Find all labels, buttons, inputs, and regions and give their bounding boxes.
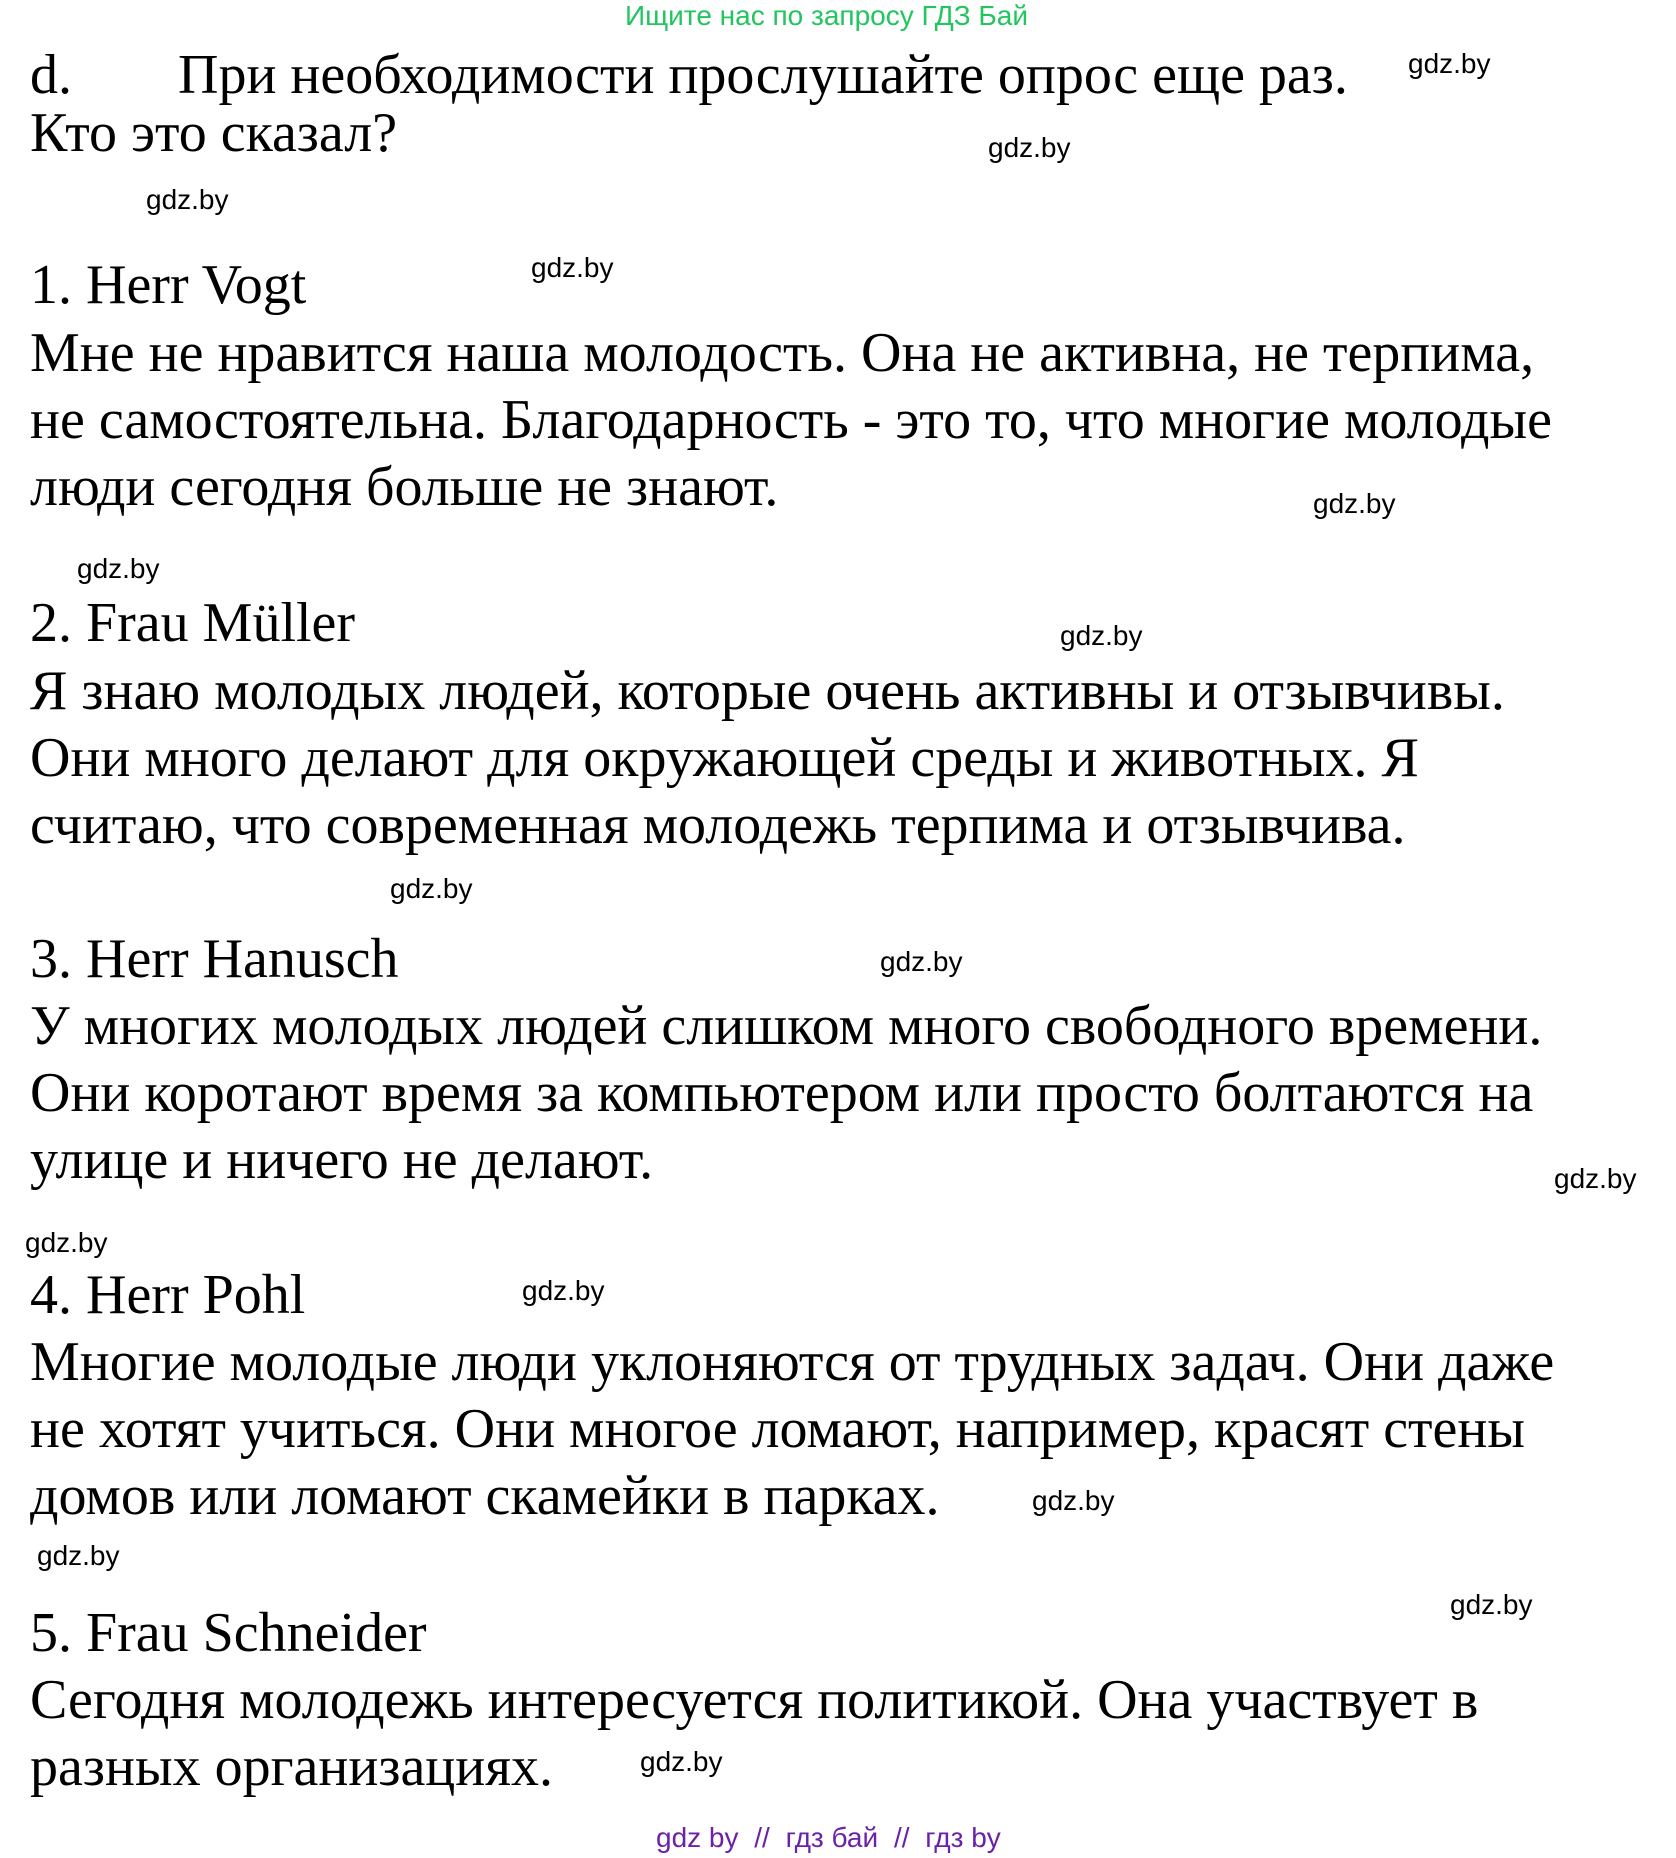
watermark: gdz.by	[146, 184, 229, 215]
task-instruction: При необходимости прослушайте опрос еще раз.	[178, 44, 1348, 106]
speaker-3-line-1: У многих молодых людей слишком много свободного времени.	[30, 995, 1543, 1057]
speaker-5-line-1: Сегодня молодежь интересуется политикой. Она участвует в	[30, 1669, 1479, 1731]
footer-links	[656, 1822, 1001, 1854]
watermark: gdz.by	[880, 946, 963, 977]
speaker-3-name: 3. Herr Hanusch	[30, 928, 399, 990]
watermark: gdz.by	[988, 132, 1071, 163]
speaker-3-line-2: Они коротают время за компьютером или просто болтаются на	[30, 1062, 1534, 1124]
watermark: gdz.by	[1032, 1485, 1115, 1516]
speaker-2-line-1: Я знаю молодых людей, которые очень активны и отзывчивы.	[30, 660, 1505, 722]
watermark: gdz.by	[531, 252, 614, 283]
watermark: gdz.by	[390, 873, 473, 904]
speaker-1-line-2: не самостоятельна. Благодарность - это то, что многие молодые	[30, 389, 1552, 451]
watermark: gdz.by	[522, 1275, 605, 1306]
footer-link-gdz-by[interactable]: gdz by	[656, 1822, 739, 1853]
speaker-3-line-3: улице и ничего не делают.	[30, 1129, 654, 1191]
task-question: Кто это сказал?	[30, 102, 398, 164]
footer-separator: //	[754, 1822, 770, 1853]
speaker-4-line-1: Многие молодые люди уклоняются от трудных задач. Они даже	[30, 1331, 1555, 1393]
speaker-2-line-3: считаю, что современная молодежь терпима и отзывчива.	[30, 794, 1406, 856]
watermark: gdz.by	[25, 1227, 108, 1258]
speaker-4-line-2: не хотят учиться. Они многое ломают, например, красят стены	[30, 1398, 1525, 1460]
speaker-1-line-1: Мне не нравится наша молодость. Она не активна, не терпима,	[30, 322, 1535, 384]
speaker-4-name: 4. Herr Pohl	[30, 1264, 306, 1326]
watermark: gdz.by	[1450, 1589, 1533, 1620]
watermark: gdz.by	[1313, 488, 1396, 519]
watermark: gdz.by	[77, 553, 160, 584]
footer-link-gdz-bai[interactable]: гдз бай	[785, 1822, 879, 1853]
task-marker: d.	[30, 44, 72, 106]
watermark: gdz.by	[1060, 620, 1143, 651]
watermark: gdz.by	[1408, 48, 1491, 79]
footer-link-gdz-by-cyr[interactable]: гдз by	[925, 1822, 1001, 1853]
watermark: gdz.by	[640, 1746, 723, 1777]
speaker-5-line-2: разных организациях.	[30, 1736, 554, 1798]
speaker-1-line-3: люди сегодня больше не знают.	[30, 456, 779, 518]
speaker-2-line-2: Они много делают для окружающей среды и животных. Я	[30, 727, 1419, 789]
search-hint-banner: Ищите нас по запросу ГДЗ Бай	[625, 0, 1029, 31]
speaker-5-name: 5. Frau Schneider	[30, 1602, 427, 1664]
speaker-1-name: 1. Herr Vogt	[30, 254, 307, 316]
watermark: gdz.by	[1554, 1163, 1637, 1194]
watermark: gdz.by	[37, 1540, 120, 1571]
speaker-2-name: 2. Frau Müller	[30, 592, 356, 654]
footer-separator: //	[893, 1822, 910, 1853]
speaker-4-line-3: домов или ломают скамейки в парках.	[30, 1465, 940, 1527]
